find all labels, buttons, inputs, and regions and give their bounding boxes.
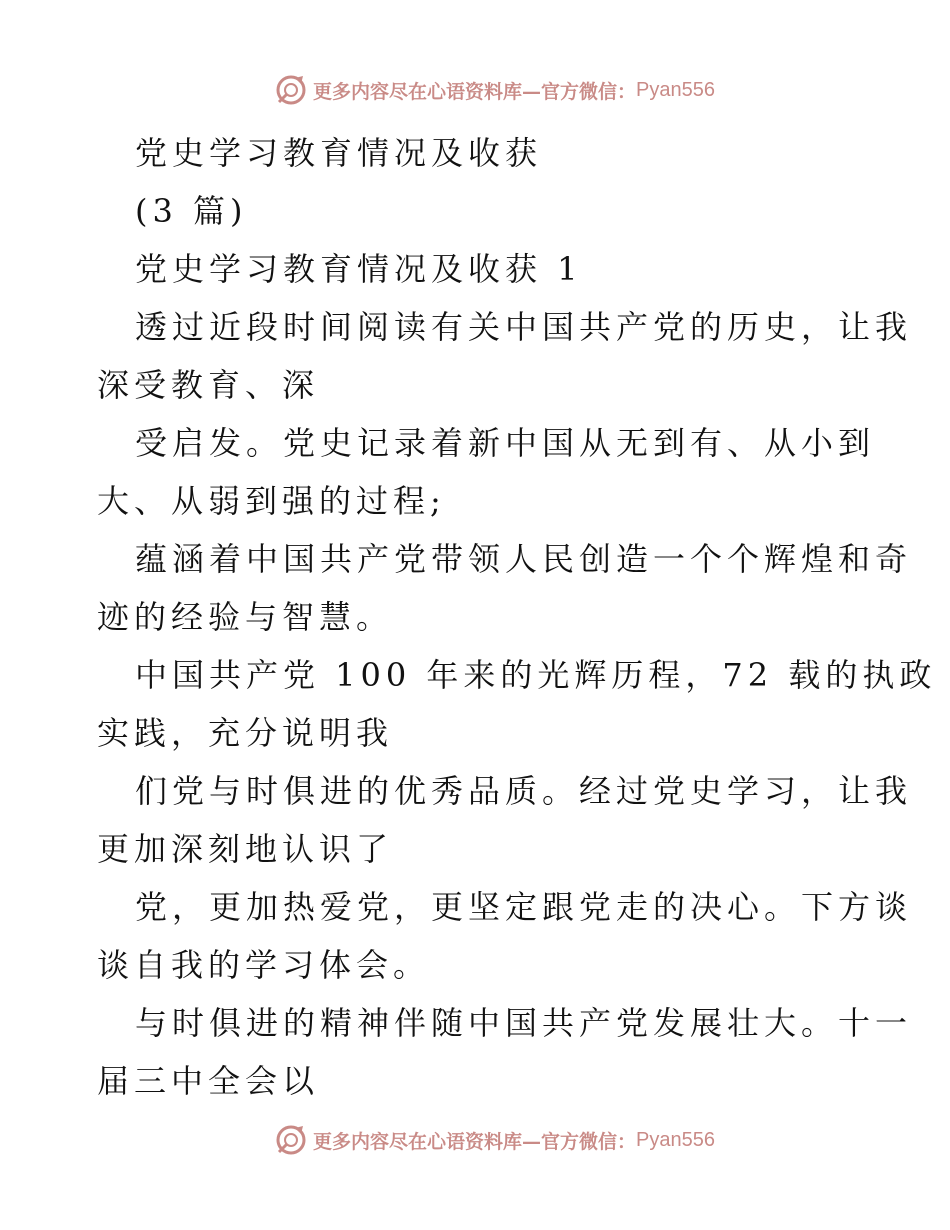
paragraph-line: 谈自我的学习体会。: [97, 946, 431, 984]
paragraph-line: 深受教育、深: [97, 366, 320, 404]
section-heading: 党史学习教育情况及收获 1: [135, 250, 583, 288]
banner-text: 更多内容尽在心语资料库—官方微信：: [313, 1130, 637, 1153]
paragraph-line: 届三中全会以: [97, 1062, 320, 1100]
paragraph-line: 更加深刻地认识了: [97, 830, 394, 868]
pen-logo-icon: [275, 74, 307, 106]
footer-banner: [0, 1120, 950, 1160]
banner-text: 更多内容尽在心语资料库—官方微信：: [313, 80, 637, 103]
paragraph-line: 蕴涵着中国共产党带领人民创造一个个辉煌和奇: [135, 540, 913, 578]
pen-logo-icon: [275, 1124, 307, 1156]
doc-subtitle: (3 篇): [135, 192, 248, 230]
paragraph-line: 透过近段时间阅读有关中国共产党的历史，让我: [135, 308, 913, 346]
paragraph-line: 与时俱进的精神伴随中国共产党发展壮大。十一: [135, 1004, 913, 1042]
doc-title: 党史学习教育情况及收获: [135, 134, 543, 172]
document-body: [97, 124, 937, 1110]
banner-wechat: Pyan556: [636, 1128, 715, 1151]
paragraph-line: 受启发。党史记录着新中国从无到有、从小到: [135, 424, 876, 462]
header-banner: [0, 70, 950, 110]
paragraph-line: 党，更加热爱党，更坚定跟党走的决心。下方谈: [135, 888, 913, 926]
paragraph-line: 迹的经验与智慧。: [97, 598, 394, 636]
paragraph-line: 中国共产党 100 年来的光辉历程，72 载的执政: [135, 656, 937, 694]
paragraph-line: 大、从弱到强的过程;: [97, 482, 446, 520]
paragraph-line: 们党与时俱进的优秀品质。经过党史学习，让我: [135, 772, 913, 810]
banner-wechat: Pyan556: [636, 78, 715, 101]
paragraph-line: 实践，充分说明我: [97, 714, 394, 752]
